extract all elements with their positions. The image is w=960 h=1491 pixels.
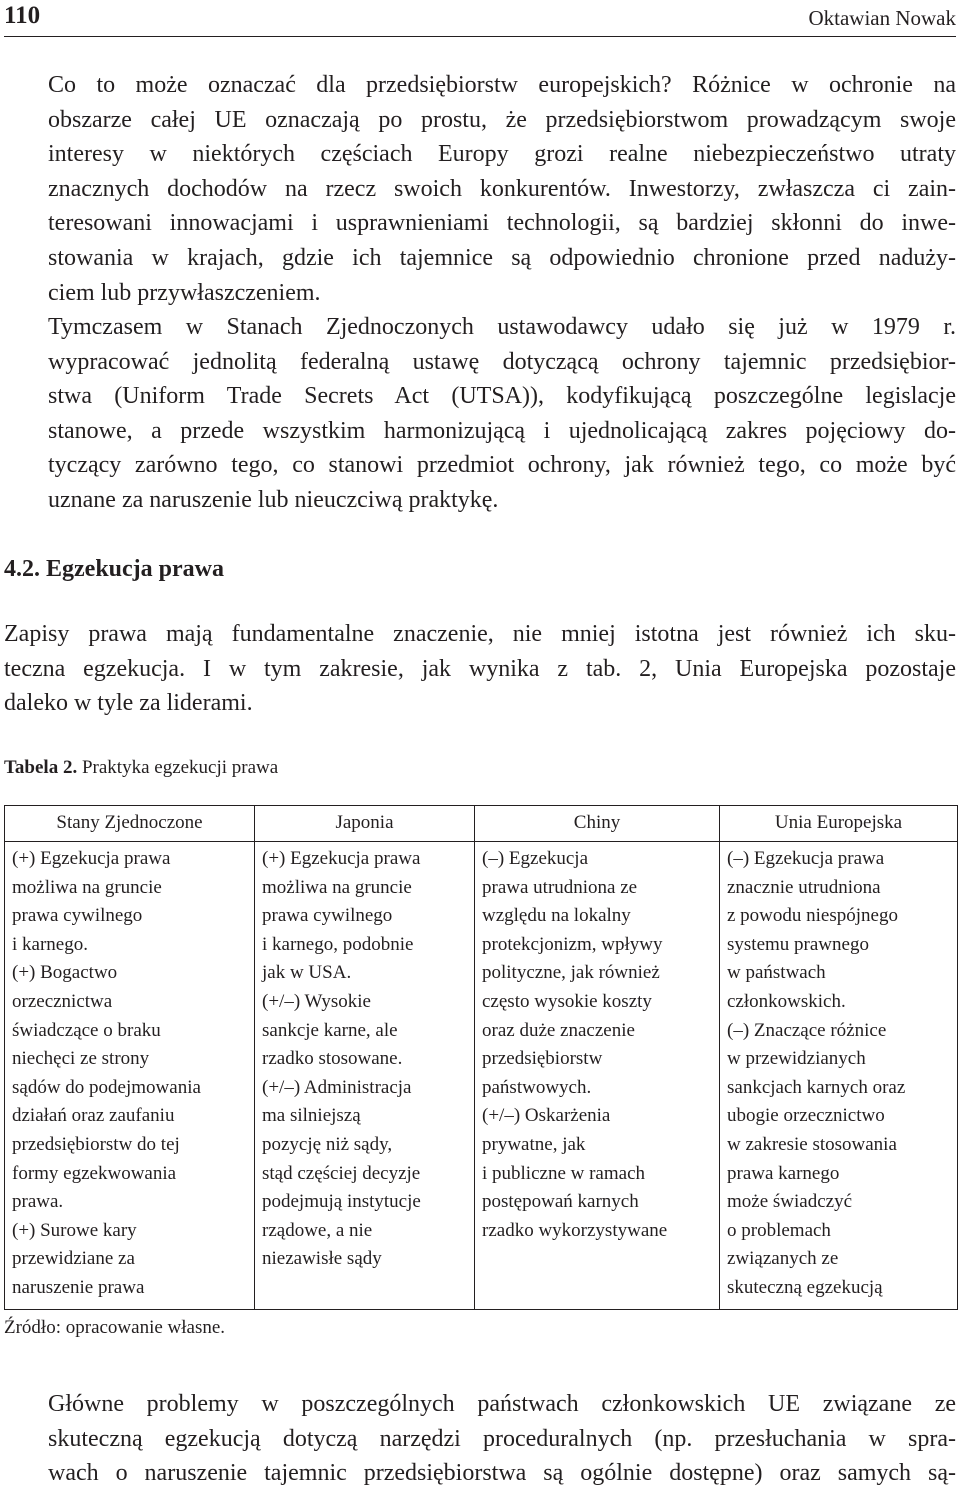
text-line: Główne problemy w poszczególnych państwach członkowskich UE związane ze [48,1391,956,1417]
cell-text-line: rzadko wykorzystywane [482,1219,668,1241]
cell-text-line: prawa. [12,1191,64,1213]
running-head-author: Oktawian Nowak [808,6,956,30]
table-caption [4,754,278,782]
cell-japan [255,842,475,1310]
cell-text-line: (–) Egzekucja prawa [727,848,885,869]
cell-text-line: oraz duże znaczenie [482,1019,635,1041]
running-head [4,0,956,37]
cell-eu [720,842,958,1310]
text-line: uznane za naruszenie lub nieuczciwą praktykę. [48,486,499,513]
section-heading: 4.2. Egzekucja prawa [4,556,224,582]
text-line: wach o naruszenie tajemnic przedsiębiorstwa są ogólnie dostępne) oraz samych są- [48,1460,956,1487]
table-row [5,842,958,1310]
cell-text-line: często wysokie koszty [482,990,652,1012]
cell-text-line: w zakresie stosowania [727,1133,897,1155]
table-caption-label: Tabela 2. [4,757,78,778]
cell-text-line: formy egzekwowania [12,1162,177,1184]
cell-text-line: naruszenie prawa [12,1276,145,1298]
text-line: ciem lub przywłaszczeniem. [48,279,321,306]
cell-text-line: orzecznictwa [12,990,113,1012]
cell-text-line: stąd częściej decyzje [262,1162,421,1184]
cell-text-line: sankcjach karnych oraz [727,1076,906,1098]
cell-text-line: niechęci ze strony [12,1048,150,1070]
cell-text-line: sankcje karne, ale [262,1019,398,1041]
text-line: stwa (Uniform Trade Secrets Act (UTSA)), kodyfikującą poszczególne legislacje [48,383,956,410]
cell-text-line: może świadczyć [727,1191,853,1213]
cell-text-line: prawa cywilnego [12,905,143,927]
cell-text-line: (+/–) Administracja [262,1076,412,1098]
table-header-row [5,806,958,842]
cell-text-line: członkowskich. [727,990,846,1012]
text-line: Tymczasem w Stanach Zjednoczonych ustawodawcy udało się już w 1979 r. [48,314,956,340]
text-line: stowania w krajach, gdzie ich tajemnice są odpowiednio chronione przed naduży- [48,244,956,271]
cell-text-line: niezawisłe sądy [262,1248,382,1270]
cell-text-line: przedsiębiorstw [482,1048,603,1070]
header-china: Chiny [475,806,720,842]
cell-text-line: w przewidzianych [727,1048,866,1070]
text-line: daleko w tyle za liderami. [4,690,253,717]
text-line: Zapisy prawa mają fundamentalne znaczenie, nie mniej istotna jest również ich sku- [4,621,956,647]
cell-text-line: możliwa na gruncie [262,876,412,898]
cell-text-line: o problemach [727,1219,831,1241]
cell-text-line: i karnego. [12,933,88,955]
cell-text-line: (+/–) Wysokie [262,990,371,1012]
table-caption-text: Praktyka egzekucji prawa [77,757,279,778]
cell-text-line: postępowań karnych [482,1191,639,1213]
cell-text-line: (–) Egzekucja [482,848,589,869]
text-line: znacznych dochodów na rzecz swoich konkurentów. Inwestorzy, zwłaszcza ci zain- [48,175,956,202]
cell-text-line: ma silniejszą [262,1105,361,1127]
enforcement-table [4,805,958,1310]
cell-text-line: skuteczną egzekucją [727,1276,883,1298]
cell-text-line: sądów do podejmowania [12,1076,201,1098]
cell-text-line: systemu prawnego [727,933,869,955]
text-line: Co to może oznaczać dla przedsiębiorstw europejskich? Różnice w ochronie na [48,72,956,98]
cell-text-line: prawa karnego [727,1162,840,1184]
cell-text-line: znacznie utrudniona [727,876,881,898]
cell-text-line: (+) Egzekucja prawa [262,848,421,869]
cell-text-line: (–) Znaczące różnice [727,1019,887,1041]
cell-text-line: państwowych. [482,1076,592,1098]
cell-text-line: związanych ze [727,1248,839,1270]
cell-text-line: jak w USA. [262,962,352,984]
cell-text-line: prywatne, jak [482,1133,586,1155]
cell-text-line: względu na lokalny [482,905,631,927]
text-line: skuteczną egzekucją dotyczą narzędzi proceduralnych (np. przesłuchania w spra- [48,1425,956,1452]
text-line: wypracować jednolitą federalną ustawę dotyczącą ochrony tajemnic przedsiębior- [48,348,956,375]
cell-text-line: protekcjonizm, wpływy [482,933,663,955]
body-paragraph-1 [4,68,956,310]
cell-text-line: (+/–) Oskarżenia [482,1105,611,1127]
header-eu: Unia Europejska [720,806,958,842]
text-line: teresowani innowacjami i usprawnieniami technologii, są bardziej skłonni do inwe- [48,210,956,237]
cell-text-line: (+) Egzekucja prawa [12,848,171,869]
body-paragraph-2 [4,310,956,518]
body-paragraph-3 [4,617,956,721]
cell-text-line: i karnego, podobnie [262,933,414,955]
cell-text-line: prawa cywilnego [262,905,393,927]
cell-text-line: (+) Bogactwo [12,962,118,984]
cell-text-line: przewidziane za [12,1248,135,1270]
cell-text-line: (+) Surowe kary [12,1219,137,1241]
cell-text-line: możliwa na gruncie [12,876,162,898]
header-usa: Stany Zjednoczone [5,806,255,842]
header-japan: Japonia [255,806,475,842]
cell-text-line: i publiczne w ramach [482,1162,646,1184]
cell-china [475,842,720,1310]
cell-text-line: z powodu niespójnego [727,905,898,927]
body-paragraph-4 [4,1387,956,1491]
text-line: interesy w niektórych częściach Europy grozi realne niebezpieczeństwo utraty [48,141,956,168]
cell-text-line: ubogie orzecznictwo [727,1105,885,1127]
cell-text-line: polityczne, jak również [482,962,660,984]
cell-text-line: podejmują instytucje [262,1191,421,1213]
table-source-note: Źródło: opracowanie własne. [4,1317,226,1338]
cell-text-line: pozycję niż sądy, [262,1133,393,1155]
text-line: stanowe, a przede wszystkim harmonizującą i ujednolicającą zakres pojęciowy do- [48,417,956,444]
text-line: teczna egzekucja. I w tym zakresie, jak wynika z tab. 2, Unia Europejska pozostaje [4,655,956,682]
cell-usa [5,842,255,1310]
cell-text-line: rzadko stosowane. [262,1048,403,1070]
text-line: obszarze całej UE oznaczają po prostu, że przedsiębiorstwom prowadzącym swoje [48,106,956,133]
cell-text-line: przedsiębiorstw do tej [12,1133,180,1155]
cell-text-line: rządowe, a nie [262,1219,373,1241]
page-number: 110 [4,2,41,29]
cell-text-line: świadczące o braku [12,1019,161,1041]
cell-text-line: prawa utrudniona ze [482,876,638,898]
cell-text-line: działań oraz zaufaniu [12,1105,175,1127]
text-line: tyczący zarówno tego, co stanowi przedmiot ochrony, jak również tego, co może być [48,452,956,479]
cell-text-line: w państwach [727,962,826,984]
